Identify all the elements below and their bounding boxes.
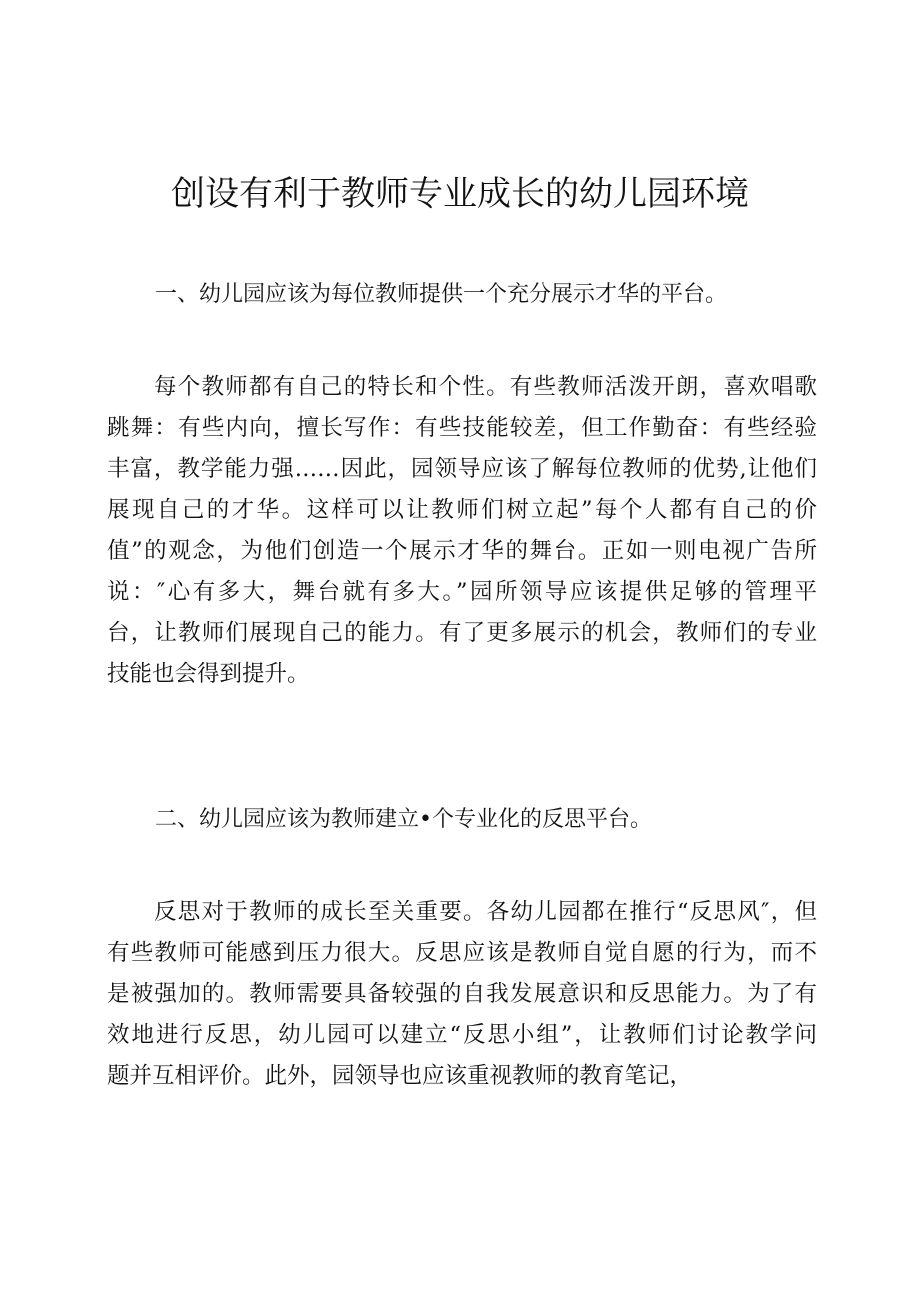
section-heading-2: 二、幼儿园应该为教师建立•个专业化的反思平台。 [155, 807, 652, 832]
section-paragraph-2 [107, 892, 817, 1097]
paragraph-line: 值”的观念，为他们创造一个展示才华的舞台。正如一则电视广告所 [107, 538, 817, 564]
paragraph-line: 跳舞：有些内向，擅长写作：有些技能较差，但工作勤奋：有些经验 [107, 415, 817, 441]
paragraph-line: 说：″心有多大，舞台就有多大。”园所领导应该提供足够的管理平 [107, 579, 817, 605]
paragraph-line: 每个教师都有自己的特长和个性。有些教师活泼开朗，喜欢唱歌 [154, 374, 817, 400]
paragraph-line: 展现自己的才华。这样可以让教师们树立起”每个人都有自己的价 [107, 497, 817, 523]
paragraph-line: 技能也会得到提升。 [107, 661, 310, 687]
paragraph-line: 反思对于教师的成长至关重要。各幼儿园都在推行“反思风″，但 [154, 899, 817, 925]
section-paragraph-1 [107, 367, 817, 695]
section-heading-1: 一、幼儿园应该为每位教师提供一个充分展示才华的平台。 [155, 282, 728, 307]
paragraph-line: 效地进行反思，幼儿园可以建立“反思小组”，让教师们讨论教学问 [107, 1022, 817, 1048]
paragraph-line: 题并互相评价。此外，园领导也应该重视教师的教育笔记， [107, 1063, 693, 1089]
document-title: 创设有利于教师专业成长的幼儿园环境 [171, 174, 749, 214]
paragraph-line: 是被强加的。教师需要具备较强的自我发展意识和反思能力。为了有 [107, 981, 817, 1007]
paragraph-line: 丰富，教学能力强……因此，园领导应该了解每位教师的优势,让他们 [107, 456, 817, 482]
paragraph-line: 有些教师可能感到压力很大。反思应该是教师自觉自愿的行为，而不 [107, 940, 817, 966]
paragraph-line: 台，让教师们展现自己的能力。有了更多展示的机会，教师们的专业 [107, 620, 817, 646]
